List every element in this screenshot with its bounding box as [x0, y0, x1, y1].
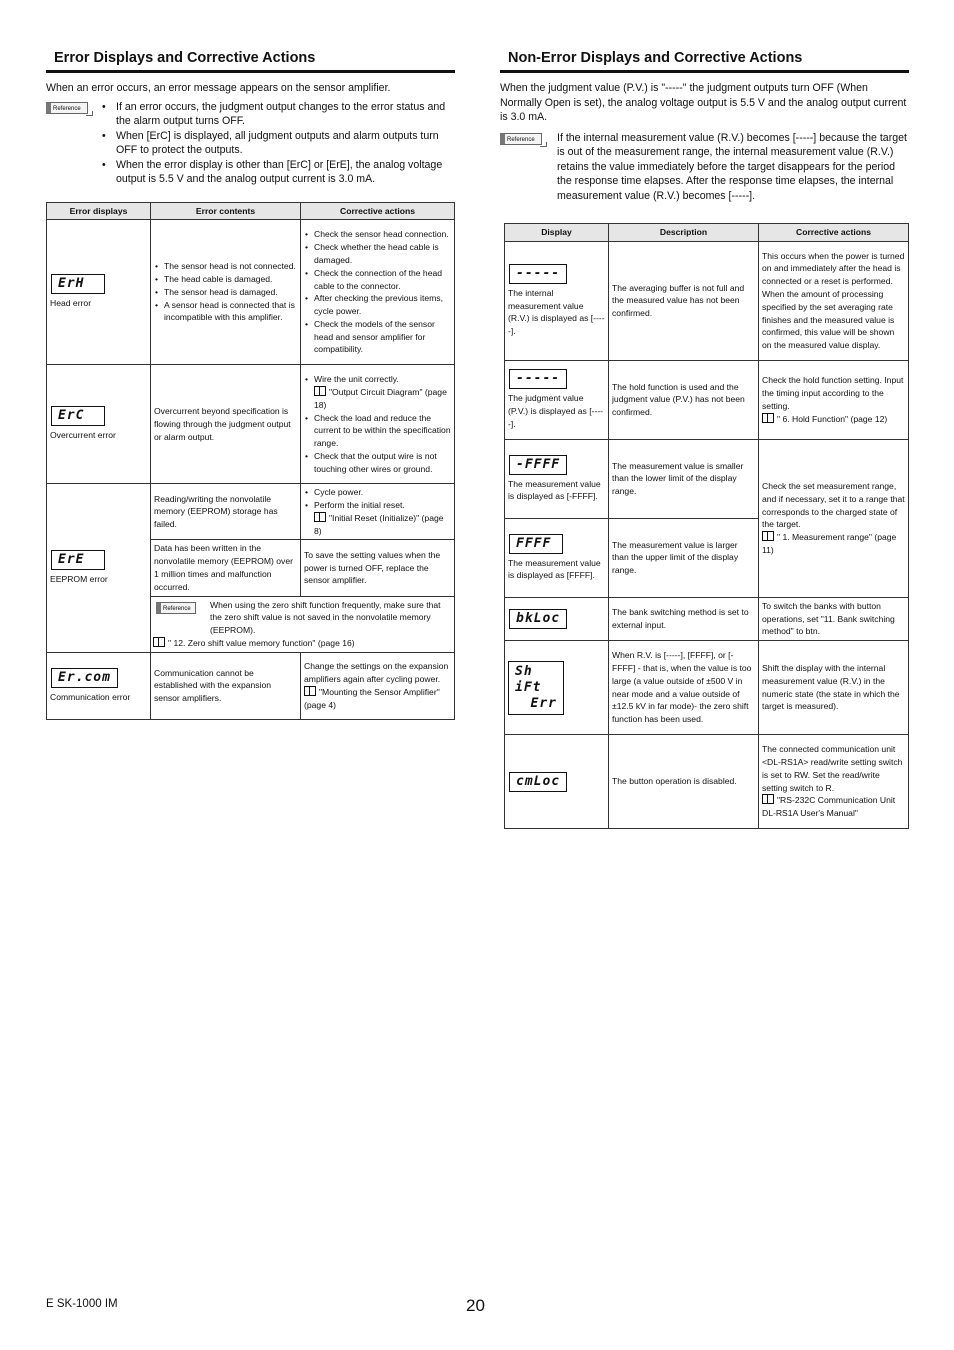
- page-reference: "Output Circuit Diagram" (page 18): [314, 386, 447, 410]
- segment-display: -----: [509, 264, 567, 284]
- table-row: [505, 597, 909, 640]
- bullet: • If an error occurs, the judgment output changes to the error status and the alarm output turns OFF.: [116, 100, 455, 129]
- list-item: • Check whether the head cable is damaged.: [314, 241, 451, 267]
- reference-icon: Reference: [500, 133, 542, 145]
- list-item: • The sensor head is not connected.: [164, 260, 297, 273]
- book-icon: [314, 512, 326, 522]
- segment-display: ErH: [51, 274, 105, 294]
- table-row: [505, 439, 909, 518]
- description-cell: The measurement value is larger than the upper limit of the display range.: [609, 518, 759, 597]
- contents-cell: [151, 220, 301, 365]
- reference-icon: Reference: [46, 102, 88, 114]
- contents-cell: Data has been written in the nonvolatile memory (EEPROM) over 1 million times and malfunction occurred.: [151, 540, 301, 596]
- actions-cell: This occurs when the power is turned on and immediately after the head is connected or a reset is performed. When the amount of processing specified by the set averaging rate finishes and the measured value is confirmed, this value will be shown on the measured value display.: [759, 241, 909, 360]
- table-row: [47, 652, 455, 719]
- description-cell: The button operation is disabled.: [609, 735, 759, 829]
- display-cell: [505, 518, 609, 597]
- book-icon: [153, 637, 165, 647]
- reference-icon: Reference: [156, 602, 196, 614]
- description-cell: The averaging buffer is not full and the measured value has not been confirmed.: [609, 241, 759, 360]
- segment-display: bkLoc: [509, 609, 567, 629]
- description-cell: The bank switching method is set to external input.: [609, 597, 759, 640]
- non-error-section: [500, 48, 909, 829]
- list-item: [314, 373, 451, 411]
- display-line: Sh iFt: [515, 663, 542, 695]
- segment-display: FFFF: [509, 534, 563, 554]
- list-item: • Check the connection of the head cable to the connector.: [314, 267, 451, 293]
- display-label: The measurement value is displayed as [-FFFF].: [508, 478, 601, 502]
- action-text: Check the hold function setting. Input the timing input according to the setting.: [762, 375, 904, 411]
- page-reference: "RS-232C Communication Unit DL-RS1A User's Manual": [762, 795, 896, 819]
- description-cell: The measurement value is smaller than the lower limit of the display range.: [609, 439, 759, 518]
- non-error-table: [504, 223, 909, 829]
- display-cell: [505, 241, 609, 360]
- description-cell: When R.V. is [-----], [FFFF], or [-FFFF] - that is, when the value is too large (a value outside of ±500 V in near mode and a value outside of ±12.5 kV in far mode)- the zero shift function has been used.: [609, 641, 759, 735]
- display-cell: [505, 735, 609, 829]
- action-text: Perform the initial reset.: [314, 500, 405, 511]
- table-header-row: [47, 202, 455, 220]
- actions-cell: Shift the display with the internal measurement value (R.V.) in the numeric state (the state in which the target is measured).: [759, 641, 909, 735]
- contents-cell: Overcurrent beyond specification is flowing through the judgment output or alarm output.: [151, 365, 301, 484]
- action-text: Change the settings on the expansion amplifiers again after cycling power.: [304, 661, 449, 685]
- description-cell: The hold function is used and the judgment value (P.V.) has not been confirmed.: [609, 360, 759, 439]
- segment-display: ErC: [51, 406, 105, 426]
- page-reference: "Mounting the Sensor Amplifier" (page 4): [304, 686, 440, 710]
- actions-cell: To save the setting values when the power is turned OFF, replace the sensor amplifier.: [301, 540, 455, 596]
- display-label: The measurement value is displayed as [FFFF].: [508, 557, 601, 581]
- header-cell: Error displays: [47, 202, 151, 220]
- contents-cell: Reading/writing the nonvolatile memory (EEPROM) storage has failed.: [151, 484, 301, 540]
- display-cell: [47, 484, 151, 653]
- reference-block: [500, 131, 909, 204]
- display-label: Overcurrent error: [50, 430, 116, 441]
- contents-cell: Communication cannot be established with the expansion sensor amplifiers.: [151, 652, 301, 719]
- table-row: [47, 365, 455, 484]
- display-cell: [47, 365, 151, 484]
- display-label: Head error: [50, 298, 92, 309]
- actions-cell: [759, 439, 909, 597]
- actions-cell: [301, 484, 455, 540]
- intro-text: When the judgment value (P.V.) is "-----" the judgment outputs turn OFF (When Normally Open is set), the analog voltage output is 5.5 V and the analog output current is 3.0 mA.: [500, 82, 907, 123]
- display-line: Err: [530, 695, 557, 711]
- table-row: [505, 360, 909, 439]
- reference-block: [46, 100, 455, 187]
- reference-bullets: [46, 100, 455, 187]
- book-icon: [762, 794, 774, 804]
- display-cell: [505, 641, 609, 735]
- action-text: Check the set measurement range, and if necessary, set it to a range that corresponds to the charged state of the target.: [762, 480, 905, 530]
- table-row: [505, 641, 909, 735]
- display-label: The judgment value (P.V.) is displayed as [-----].: [508, 393, 604, 429]
- reference-text: If the internal measurement value (R.V.) becomes [-----] because the target is out of the measurement range, the internal measurement value (R.V.) retains the value immediately before the target disappears for the period the response time elapses. After the response time elapses, the internal measurement value (R.V.) becomes [-----].: [557, 131, 907, 202]
- bullet: • When [ErC] is displayed, all judgment outputs and alarm outputs turn OFF to protect the outputs.: [116, 129, 455, 158]
- list-item: • Check that the output wire is not touching other wires or ground.: [314, 450, 451, 476]
- page-reference: " 12. Zero shift value memory function" (page 16): [168, 638, 355, 649]
- action-text: Wire the unit correctly.: [314, 374, 399, 385]
- page-reference: " 6. Hold Function" (page 12): [777, 413, 888, 424]
- table-header-row: [505, 224, 909, 242]
- page-reference: "Initial Reset (Initialize)" (page 8): [314, 512, 444, 536]
- actions-cell: [759, 360, 909, 439]
- actions-cell: [759, 735, 909, 829]
- action-text: The connected communication unit <DL-RS1A> read/write setting switch is set to RW. Set the read/write setting switch to R.: [762, 744, 903, 793]
- actions-cell: [301, 220, 455, 365]
- header-cell: Corrective actions: [759, 224, 909, 242]
- error-table: [46, 202, 455, 720]
- segment-display: [508, 661, 564, 715]
- display-cell: [47, 652, 151, 719]
- display-cell: [47, 220, 151, 365]
- table-row: [505, 241, 909, 360]
- actions-cell: To switch the banks with button operations, set "11. Bank switching method" to btn.: [759, 597, 909, 640]
- list-item: • The sensor head is damaged.: [164, 286, 297, 299]
- list-item: • Check the sensor head connection.: [314, 228, 451, 241]
- display-cell: [505, 439, 609, 518]
- display-cell: [505, 597, 609, 640]
- list-item: • Check the load and reduce the current to be within the specification range.: [314, 412, 451, 450]
- list-item: • A sensor head is connected that is incompatible with this amplifier.: [164, 299, 297, 325]
- note-cell: [151, 596, 455, 652]
- actions-cell: [301, 365, 455, 484]
- document-code: E SK-1000 IM: [46, 1298, 118, 1310]
- segment-display: -----: [509, 369, 567, 389]
- segment-display: Er.com: [51, 668, 118, 688]
- list-item: [314, 499, 451, 537]
- header-cell: Description: [609, 224, 759, 242]
- error-section: [46, 48, 455, 720]
- bullet: • When the error display is other than [ErC] or [ErE], the analog voltage output is 5.5 V and the analog output current is 3.0 mA.: [116, 158, 455, 187]
- list-item: • Cycle power.: [314, 486, 451, 499]
- list-item: • Check the models of the sensor head and sensor amplifier for compatibility.: [314, 318, 451, 356]
- list-item: • After checking the previous items, cycle power.: [314, 292, 451, 318]
- note-text: When using the zero shift function frequently, make sure that the zero shift value is not saved in the nonvolatile memory (EEPROM).: [210, 599, 441, 636]
- section-title: Non-Error Displays and Corrective Actions: [500, 48, 909, 73]
- page-number: 20: [466, 1296, 485, 1315]
- header-cell: Corrective actions: [301, 202, 455, 220]
- list-item: • The head cable is damaged.: [164, 273, 297, 286]
- display-label: The internal measurement value (R.V.) is displayed as [-----].: [508, 287, 605, 337]
- table-row: [47, 484, 455, 540]
- segment-display: cmLoc: [509, 772, 567, 792]
- display-cell: [505, 360, 609, 439]
- page-reference: " 1. Measurement range" (page 11): [762, 532, 897, 555]
- display-label: Communication error: [50, 691, 131, 702]
- segment-display: -FFFF: [509, 455, 567, 475]
- book-icon: [762, 531, 774, 541]
- book-icon: [304, 686, 316, 696]
- book-icon: [762, 413, 774, 423]
- header-cell: Error contents: [151, 202, 301, 220]
- book-icon: [314, 386, 326, 396]
- segment-display: ErE: [51, 550, 105, 570]
- actions-cell: [301, 652, 455, 719]
- header-cell: Display: [505, 224, 609, 242]
- table-row: [47, 220, 455, 365]
- display-label: EEPROM error: [50, 574, 108, 585]
- intro-text: When an error occurs, an error message appears on the sensor amplifier.: [46, 82, 391, 94]
- section-title: Error Displays and Corrective Actions: [46, 48, 455, 73]
- table-row: [505, 735, 909, 829]
